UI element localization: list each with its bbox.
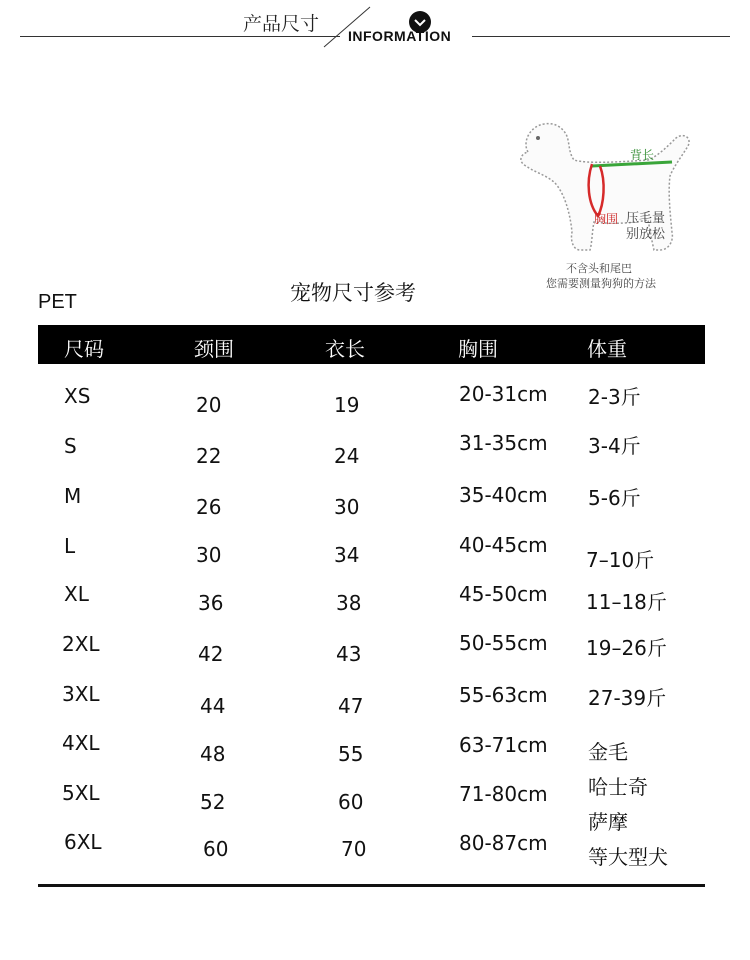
cell-weight-extra: 萨摩 (588, 810, 628, 834)
cell-neck: 36 (198, 591, 224, 615)
cell-size: XS (64, 384, 91, 408)
cell-neck: 60 (203, 837, 229, 861)
cell-chest: 20-31cm (459, 382, 548, 406)
cell-chest: 40-45cm (459, 533, 548, 557)
cell-chest: 80-87cm (459, 831, 548, 855)
cell-length: 24 (334, 444, 360, 468)
cell-chest: 71-80cm (459, 782, 548, 806)
cell-weight: 2-3斤 (588, 385, 641, 409)
fur-note-line2: 别放松 (626, 227, 666, 242)
cell-chest: 35-40cm (459, 483, 548, 507)
cell-length: 38 (336, 591, 362, 615)
diagram-note-line2: 您需要测量狗狗的方法 (546, 277, 656, 290)
cell-size: 5XL (62, 781, 100, 805)
cell-size: 6XL (64, 830, 102, 854)
column-header-neck: 颈围 (194, 337, 234, 361)
pet-label: PET (38, 291, 77, 313)
cell-length: 55 (338, 742, 364, 766)
column-header-length: 衣长 (325, 337, 365, 361)
header-title-en: INFORMATION (348, 28, 452, 44)
cell-weight: 哈士奇 (588, 775, 648, 799)
cell-neck: 30 (196, 543, 222, 567)
cell-size: 3XL (62, 682, 100, 706)
fur-note-line1: 压毛量 (626, 211, 666, 226)
cell-size: S (64, 434, 77, 458)
cell-length: 43 (336, 642, 362, 666)
cell-weight: 等大型犬 (588, 845, 668, 869)
column-header-chest: 胸围 (458, 337, 498, 361)
page-title: 宠物尺寸参考 (290, 281, 416, 305)
chest-label: 胸围 (594, 212, 619, 226)
cell-neck: 42 (198, 642, 224, 666)
cell-neck: 44 (200, 694, 226, 718)
cell-chest: 50-55cm (459, 631, 548, 655)
size-table-header (38, 325, 705, 364)
cell-chest: 45-50cm (459, 582, 548, 606)
header-title-cn: 产品尺寸 (243, 13, 320, 35)
cell-weight: 19–26斤 (586, 636, 667, 660)
cell-size: XL (64, 582, 89, 606)
cell-size: 4XL (62, 731, 100, 755)
cell-weight: 3-4斤 (588, 434, 641, 458)
back-length-label: 背长 (630, 148, 655, 162)
cell-length: 70 (341, 837, 367, 861)
cell-neck: 26 (196, 495, 222, 519)
cell-weight: 金毛 (588, 740, 628, 764)
cell-weight: 11–18斤 (586, 590, 667, 614)
diagram-note-line1: 不含头和尾巴 (566, 262, 632, 275)
column-header-weight: 体重 (587, 337, 627, 361)
cell-neck: 22 (196, 444, 222, 468)
header-rule-right (472, 36, 730, 37)
cell-neck: 52 (200, 790, 226, 814)
cell-weight: 27-39斤 (588, 686, 667, 710)
cell-weight: 7–10斤 (586, 548, 655, 572)
section-header (0, 0, 750, 60)
cell-length: 34 (334, 543, 360, 567)
cell-size: M (64, 484, 82, 508)
cell-length: 60 (338, 790, 364, 814)
cell-neck: 48 (200, 742, 226, 766)
cell-length: 47 (338, 694, 364, 718)
cell-weight: 5-6斤 (588, 486, 641, 510)
cell-chest: 55-63cm (459, 683, 548, 707)
cell-length: 19 (334, 393, 360, 417)
header-rule-left (20, 36, 340, 37)
cell-length: 30 (334, 495, 360, 519)
cell-size: L (64, 534, 76, 558)
cell-neck: 20 (196, 393, 222, 417)
table-bottom-rule (38, 884, 705, 887)
column-header-size: 尺码 (64, 337, 104, 361)
cell-chest: 31-35cm (459, 431, 548, 455)
dog-measurement-diagram (508, 112, 708, 297)
cell-chest: 63-71cm (459, 733, 548, 757)
cell-size: 2XL (62, 632, 100, 656)
